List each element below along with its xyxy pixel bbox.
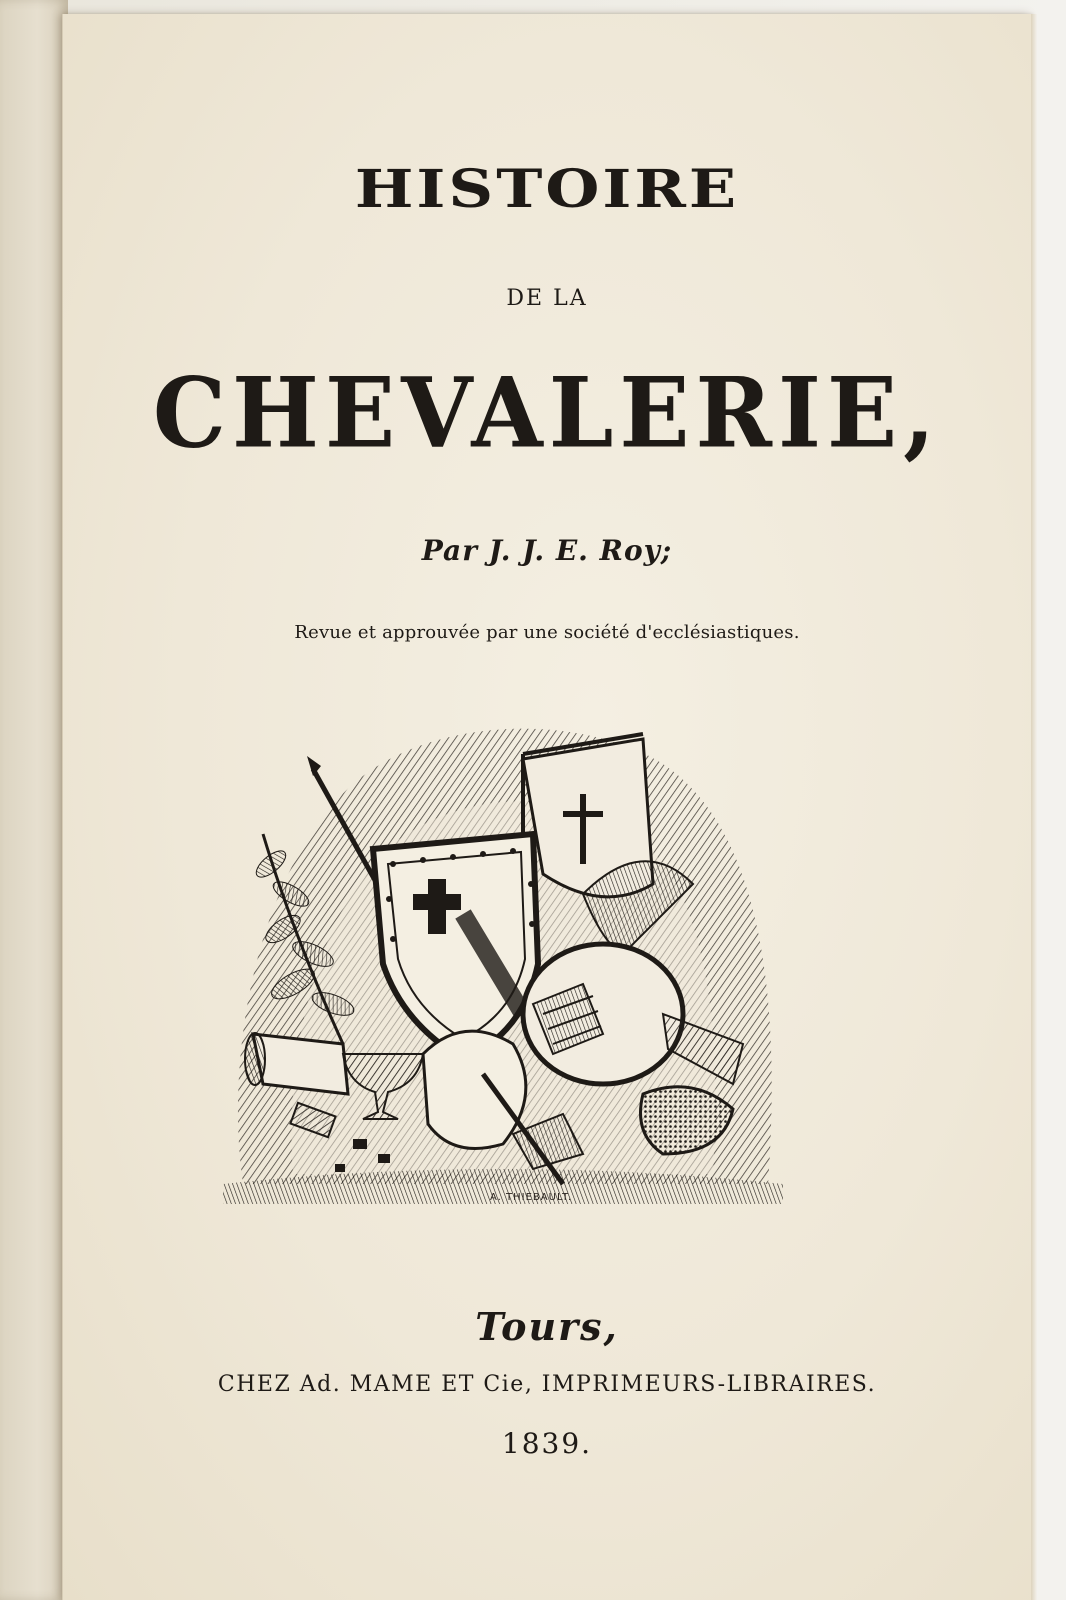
previous-page-edge [0, 0, 68, 1600]
title-de-la: DE LA [506, 286, 588, 311]
engraver-signature: A. THIEBAULT. [490, 1192, 573, 1203]
imprint-city: Tours, [475, 1304, 619, 1349]
imprint-year: 1839. [501, 1427, 593, 1460]
imprint-publisher: CHEZ Ad. MAME ET Cie, IMPRIMEURS-LIBRAIRES. [217, 1372, 877, 1397]
page-right-edge [1031, 14, 1037, 1600]
title-page [62, 14, 1031, 1600]
author-line: Par J. J. E. Roy; [421, 534, 673, 567]
approval-line: Revue et approuvée par une société d'ecclésiastiques. [294, 622, 800, 643]
title-histoire: HISTOIRE [354, 157, 740, 220]
chivalry-trophy-engraving-icon [223, 714, 783, 1214]
title-chevalerie: CHEVALERIE, [152, 356, 942, 470]
